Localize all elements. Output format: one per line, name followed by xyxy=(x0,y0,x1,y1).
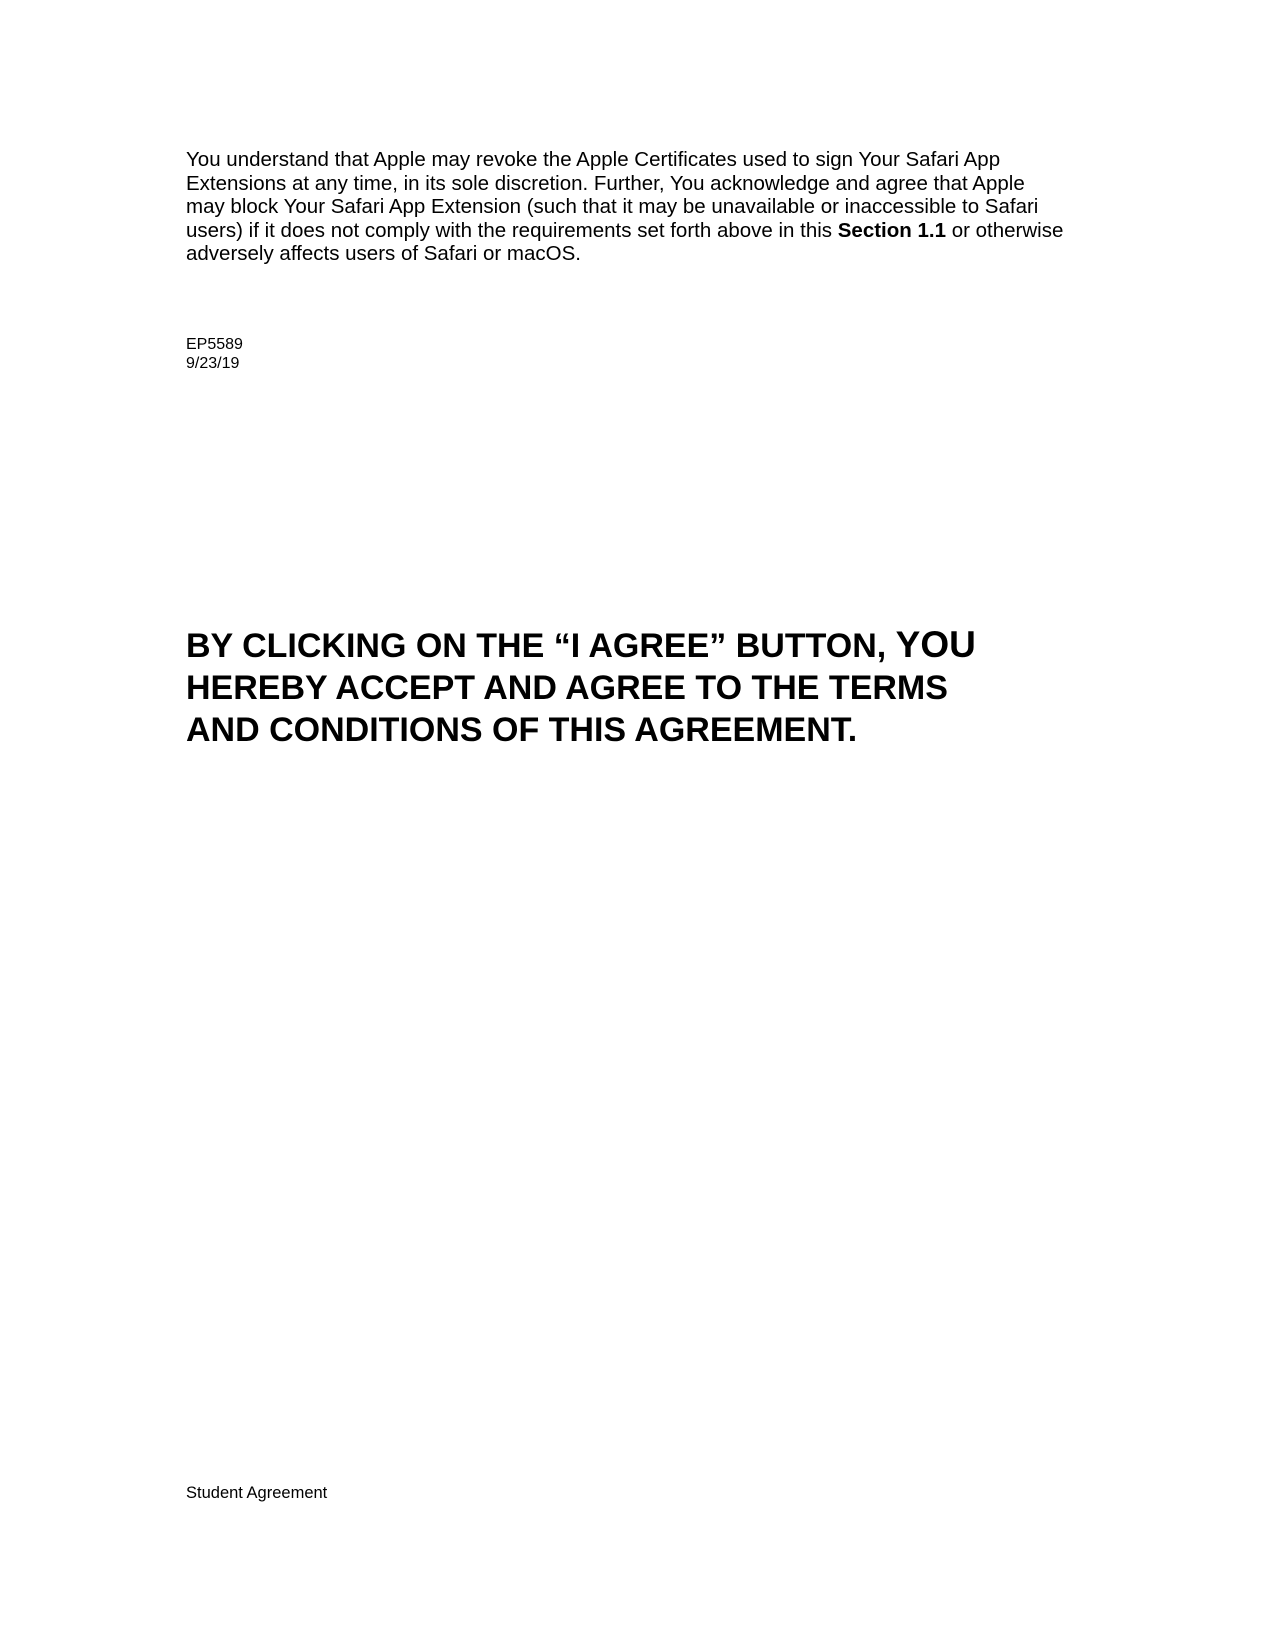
document-identifier xyxy=(186,335,243,373)
agreement-line: AND CONDITIONS OF THIS AGREEMENT. xyxy=(186,711,858,749)
paragraph-text: users) if it does not comply with the requirements set forth above in this xyxy=(186,218,838,242)
paragraph-line: You understand that Apple may revoke the Apple Certificates used to sign Your Safari App xyxy=(186,148,1001,171)
paragraph-line xyxy=(186,219,1086,243)
certificate-revocation-paragraph xyxy=(186,148,1086,266)
agreement-line: HEREBY ACCEPT AND AGREE TO THE TERMS xyxy=(186,669,948,707)
paragraph-text: or otherwise xyxy=(946,218,1064,242)
paragraph-line: Extensions at any time, in its sole discretion. Further, You acknowledge and agree that Apple xyxy=(186,171,1025,195)
document-code: EP5589 xyxy=(186,336,243,353)
paragraph-line: may block Your Safari App Extension (such that it may be unavailable or inaccessible to Safari xyxy=(186,195,1039,218)
agreement-text: BY CLICKING ON THE “I AGREE” BUTTON, xyxy=(186,627,896,665)
agreement-statement xyxy=(186,624,1186,751)
section-reference: Section 1.1 xyxy=(837,218,946,242)
page-footer: Student Agreement xyxy=(186,1484,328,1502)
agreement-line xyxy=(186,624,1186,667)
document-date: 9/23/19 xyxy=(186,355,240,372)
paragraph-line: adversely affects users of Safari or macOS. xyxy=(186,242,581,265)
agreement-text-emphasis: YOU xyxy=(895,624,976,665)
